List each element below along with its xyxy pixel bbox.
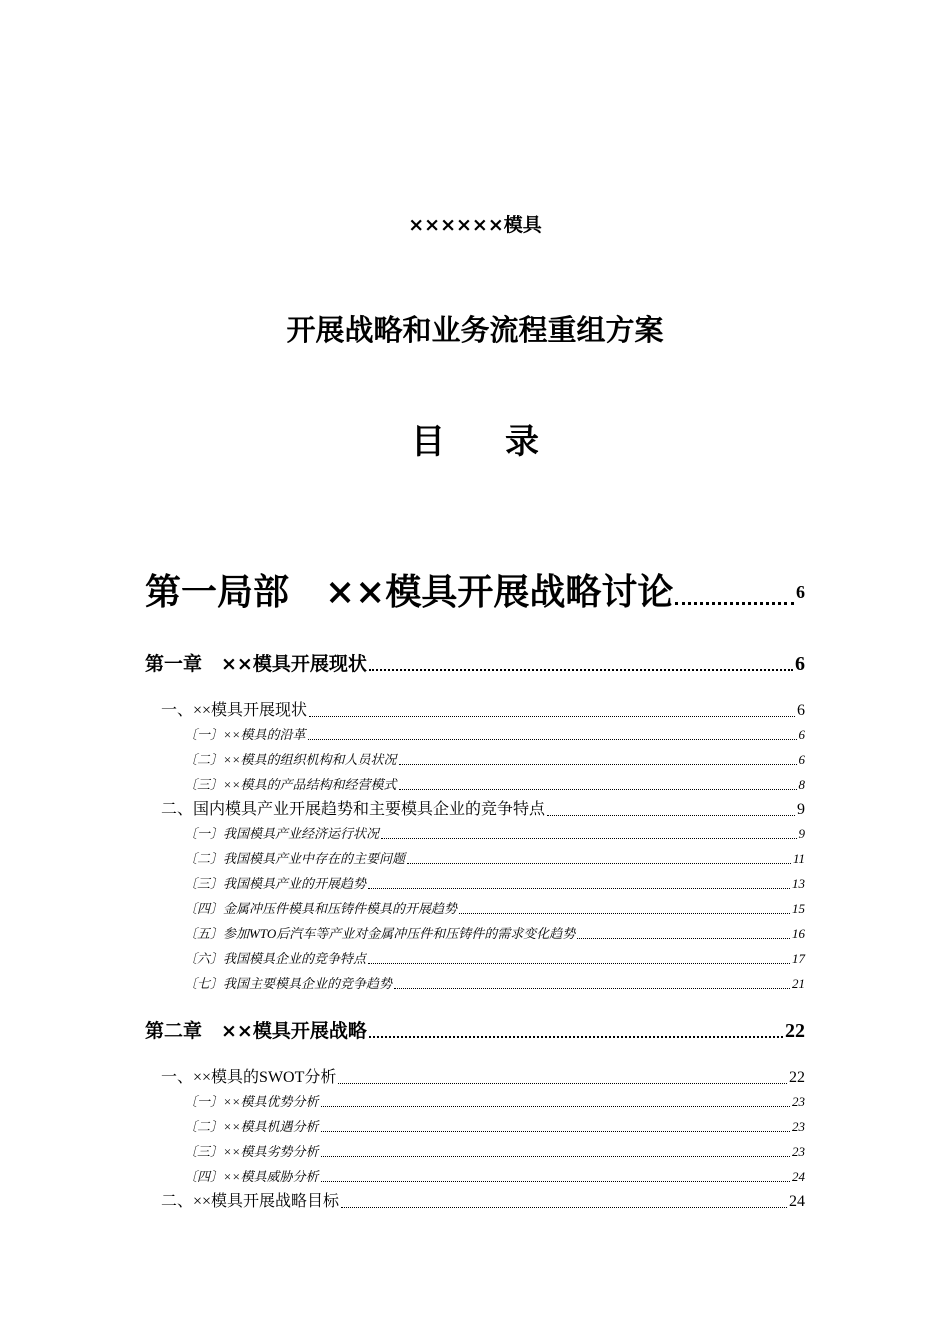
toc-page-number: 6 xyxy=(796,582,805,602)
toc-entry-label: 〔三〕××模具的产品结构和经营模式 xyxy=(184,777,397,792)
toc-leader-dots xyxy=(459,913,790,914)
toc-leader-dots xyxy=(321,1106,790,1107)
toc-entry-label: 〔七〕我国主要模具企业的竞争趋势 xyxy=(184,976,393,991)
toc-subsection[interactable] xyxy=(184,950,805,968)
toc-leader-dots xyxy=(368,888,790,889)
toc-entry-label: 〔一〕我国模具产业经济运行状况 xyxy=(184,826,380,841)
toc-entry-label: 〔五〕参加WTO后汽车等产业对金属冲压件和压铸件的需求变化趋势 xyxy=(184,926,576,941)
toc-heading-char-2: 录 xyxy=(505,422,539,462)
toc-entry-label: 〔四〕××模具威胁分析 xyxy=(184,1169,319,1184)
toc-leader-dots xyxy=(321,1156,790,1157)
toc-subsection[interactable] xyxy=(184,925,805,943)
toc-page-number: 24 xyxy=(789,1193,805,1210)
toc-page-number: 23 xyxy=(792,1119,805,1134)
toc-subsection[interactable] xyxy=(184,751,805,769)
toc-leader-dots xyxy=(369,669,793,671)
toc-entry-label: 第一章 ××模具开展现状 xyxy=(145,653,367,675)
toc-entry-label: 〔二〕××模具的组织机构和人员状况 xyxy=(184,752,397,767)
toc-chapter-2[interactable] xyxy=(145,1019,805,1043)
toc-page-number: 8 xyxy=(798,777,805,792)
toc-leader-dots xyxy=(309,716,795,717)
toc-section[interactable] xyxy=(161,799,805,821)
toc-leader-dots xyxy=(547,815,795,816)
toc-leader-dots xyxy=(321,1131,790,1132)
toc-entry-label: 〔六〕我国模具企业的竞争特点 xyxy=(184,951,367,966)
toc-page-number: 6 xyxy=(798,752,805,767)
toc-page-number: 15 xyxy=(792,901,805,916)
toc-page-number: 22 xyxy=(785,1020,805,1042)
toc-page-number: 6 xyxy=(798,727,805,742)
toc-subsection[interactable] xyxy=(184,875,805,893)
toc-entry-label: 二、××模具开展战略目标 xyxy=(161,1193,340,1210)
toc-subsection[interactable] xyxy=(184,1093,805,1111)
toc-subsection[interactable] xyxy=(184,776,805,794)
toc-entry-label: 〔二〕我国模具产业中存在的主要问题 xyxy=(184,851,406,866)
toc-entry-label: 一、××模具开展现状 xyxy=(161,702,308,719)
toc-entry-label: 〔四〕金属冲压件模具和压铸件模具的开展趋势 xyxy=(184,901,458,916)
toc-leader-dots xyxy=(338,1083,787,1084)
toc-subsection[interactable] xyxy=(184,850,805,868)
toc-leader-dots xyxy=(381,838,796,839)
toc-entry-label: 〔三〕我国模具产业的开展趋势 xyxy=(184,876,367,891)
toc-page-number: 16 xyxy=(792,926,805,941)
toc-entry-label: 二、国内模具产业开展趋势和主要模具企业的竞争特点 xyxy=(161,801,546,818)
toc-page-number: 9 xyxy=(798,826,805,841)
toc-entry-label: 第二章 ××模具开展战略 xyxy=(145,1020,367,1042)
toc-subsection[interactable] xyxy=(184,1143,805,1161)
toc-page-number: 9 xyxy=(797,801,805,818)
toc-page-number: 17 xyxy=(792,951,805,966)
toc-entry-label: 〔一〕××模具优势分析 xyxy=(184,1094,319,1109)
toc-section[interactable] xyxy=(161,1191,805,1213)
toc-leader-dots xyxy=(675,602,794,605)
toc-subsection[interactable] xyxy=(184,825,805,843)
toc-leader-dots xyxy=(368,963,790,964)
toc-subsection[interactable] xyxy=(184,975,805,993)
toc-leader-dots xyxy=(321,1181,790,1182)
toc-subsection[interactable] xyxy=(184,1168,805,1186)
toc-leader-dots xyxy=(577,938,790,939)
toc-leader-dots xyxy=(341,1207,787,1208)
toc-heading xyxy=(0,414,950,463)
document-title: 开展战略和业务流程重组方案 xyxy=(286,313,664,347)
toc-page-number: 22 xyxy=(789,1069,805,1086)
toc-leader-dots xyxy=(399,789,797,790)
toc-page-number: 6 xyxy=(795,653,805,675)
toc-chapter-1[interactable] xyxy=(145,652,805,676)
toc-leader-dots xyxy=(369,1036,783,1038)
toc-leader-dots xyxy=(308,739,797,740)
toc-entry-label: 一、××模具的SWOT分析 xyxy=(161,1069,337,1086)
toc-subsection[interactable] xyxy=(184,1118,805,1136)
toc-section[interactable] xyxy=(161,700,805,722)
toc-entry-label: 第一局部 ××模具开展战略讨论 xyxy=(145,571,674,613)
toc-part-1[interactable] xyxy=(145,570,805,614)
toc-subsection[interactable] xyxy=(184,900,805,918)
toc-entry-label: 〔二〕××模具机遇分析 xyxy=(184,1119,319,1134)
toc-page-number: 13 xyxy=(792,876,805,891)
toc-page-number: 21 xyxy=(792,976,805,991)
toc-leader-dots xyxy=(399,764,797,765)
toc-page-number: 11 xyxy=(792,851,805,866)
toc-page-number: 23 xyxy=(792,1144,805,1159)
toc-leader-dots xyxy=(394,988,790,989)
toc-heading-char-1: 目 xyxy=(411,422,505,462)
toc-section[interactable] xyxy=(161,1067,805,1089)
organization-title: ××××××模具 xyxy=(408,214,542,236)
toc-page-number: 24 xyxy=(792,1169,805,1184)
toc-page-number: 6 xyxy=(797,702,805,719)
toc-subsection[interactable] xyxy=(184,726,805,744)
toc-page-number: 23 xyxy=(792,1094,805,1109)
toc-leader-dots xyxy=(407,863,791,864)
toc-entry-label: 〔一〕××模具的沿革 xyxy=(184,727,306,742)
toc-entry-label: 〔三〕××模具劣势分析 xyxy=(184,1144,319,1159)
